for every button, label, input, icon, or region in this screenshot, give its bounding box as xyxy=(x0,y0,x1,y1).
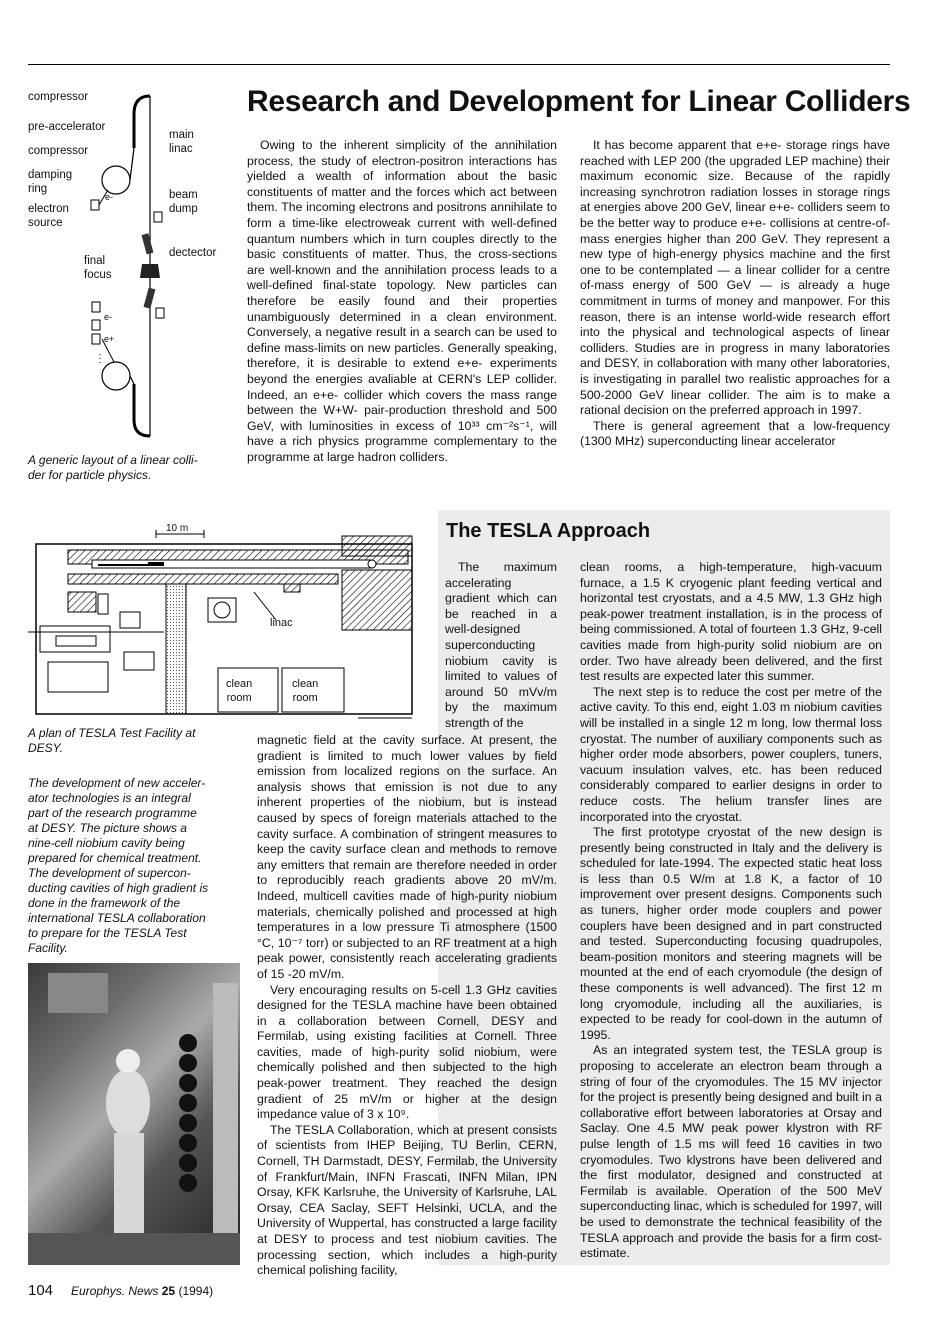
paragraph: The TESLA Collaboration, which at present consists of scientists from IHEP Beijing, TU Berlin, CERN, Cornell, TH Darmstadt, DESY, Fermilab, the University of Frankfurt/Main, INFN Frascati, INFN Milan, IPN Orsay, KFK Karlsruhe, the University of Karlsruhe, LAL Orsay, CEA Saclay, SEFT Helsinki, UCLA, and the University of Wuppertal, has constructed a large facility at DESY to process and test niobium cavities. The processing section, which includes a high-purity chemical polishing facility, xyxy=(257,1122,557,1278)
tesla-column-a xyxy=(257,733,557,1279)
label-preaccelerator: pre-accelerator xyxy=(28,121,106,133)
label-linac: linac xyxy=(270,617,293,629)
paragraph: Very encouraging results on 5-cell 1.3 GHz cavities designed for the TESLA machine have been obtained in a collaboration between Cornell, DESY and Fermilab, using existing facilities at Cornell. Three cavities, made of high-purity solid niobium, were chemically polished and then subjected to the high peak-power treatment. They reached the design gradient of 25 mV/m or higher at the design impedance value of 3 x 10⁹. xyxy=(257,982,557,1122)
journal-name: Europhys. News xyxy=(71,1284,159,1298)
paragraph: magnetic field at the cavity surface. At present, the gradient is limited to much lower values by field emission from localized regions on the surface. An analysis shows that emission is not due to any inherent properties of the niobium, but is instead caused by specs of foreign materials attached to the cavity surface. A combination of stringent measures to keep the cavity surface clean and methods to remove any emitters that remain are therefore needed in order to reproducibly reach gradients above 20 mV/m. Indeed, multicell cavities made of high-purity niobium materials, chemically polished and processed at high temperatures in a low pressure Ti atmosphere (1500 °C, 10⁻⁷ torr) or subjected to an RF treatment at a high peak power, consistently reach accelerating gradients of 15 -20 mV/m. xyxy=(257,733,557,981)
label-e-plus: e+ xyxy=(104,334,115,344)
label-electron-source: electron source xyxy=(28,203,69,229)
paragraph: Owing to the inherent simplicity of the annihilation process, the study of electron-positron interactions has yielded a wealth of information about the basic constituents of matter and the forces which act between them. The incoming electrons and positrons annihilate to form a time-like electroweak current with well-defined quantum numbers which in turn couples directly to the basic constituents of matter. Thus, the cross-sections are well-known and the annihilation process leads to a well-defined final-state topology. New particles can therefore be easily found and their properties unambiguously determined in a clean environment. Conversely, a negative result in a search can be used to define mass-limits on new particles. Generally speaking, therefore, it is desirable to extend e+e- experiments beyond the energies avaliable at CERN's LEP collider. Indeed, an e+e- collider which covers the mass range between the W+W- pair-production threshold and 500 GeV, with luminosities in excess of 10³³ cm⁻²s⁻¹, will have a rich physics programme complementary to the programme at large hadron colliders. xyxy=(247,138,557,464)
page-number: 104 xyxy=(28,1282,54,1299)
label-e-minus: e- xyxy=(104,312,113,322)
column-2 xyxy=(580,138,890,450)
tesla-plan-diagram xyxy=(28,522,438,722)
journal-volume: 25 xyxy=(161,1284,176,1298)
paragraph: As an integrated system test, the TESLA group is proposing to accelerate an electron beam through a string of four of the cryomodules. The 15 MV injector for the project is presently being designed and built in a collaborative effort between laboratories at Orsay and Saclay. One 4.5 MW peak power klystron with RF pulse length of 1.5 ms will feed 16 cavities in two cryomodules. Two klystrons have been delivered and the first modulator, designed and constructed at Fermilab is available. Operation of the 500 MeV superconducting linac, which is scheduled for 1997, will be used to demonstrate the technical feasibility of the TESLA approach and provide the basis for a firm cost-estimate. xyxy=(580,1043,882,1261)
header-rule xyxy=(28,64,890,65)
tesla-column-b xyxy=(580,560,882,1262)
tesla-plan-caption: A plan of TESLA Test Facility at DESY. xyxy=(28,726,196,755)
label-damping-ring: damping ring xyxy=(28,169,73,195)
photo-caption: The development of new acceler- ator technologies is an integral part of the research programme at DESY. The picture shows a nine-cell niobium cavity being prepared for chemical treatment. The development of supercon- ducting cavities of high gradient is done in the framework of the international TESLA collaboration to prepare for the TESLA Test Facility. xyxy=(28,776,209,955)
tesla-title: The TESLA Approach xyxy=(446,520,651,542)
paragraph: clean rooms, a high-temperature, high-vacuum furnace, a 1.5 K cryogenic plant feeding vertical and horizontal test cryostats, and a 4.5 MW, 1.3 GHz high peak-power treatment installation, is in the process of being commissioned. A total of fourteen 1.3 GHz, 9-cell cavities made from high-purity solid niobium are on order. Two have already been delivered, and the first test results are expected later this summer. xyxy=(580,560,882,684)
label-compressor-top: compressor xyxy=(28,91,89,103)
label-clean-room-1: clean room xyxy=(226,678,253,704)
linear-collider-drawing xyxy=(28,84,238,454)
column-1 xyxy=(247,138,557,465)
label-detector: dectector xyxy=(169,247,217,259)
cavity-photo xyxy=(28,963,240,1265)
paragraph: The first prototype cryostat of the new design is presently being constructed in Italy and the delivery is scheduled for late-1994. The expected static heat loss is less than 0.5 W/m at 1.8 K, a factor of 10 improvement over present designs. Components such as tuners, higher order mode couplers and power couplers have been designed and in part constructed and tested. Superconducting focusing quadrupoles, beam-position monitors and steering magnets will be mounted at the end of each cryomodule (the design of these components is well advanced). The first 12 m long cryomodule, including all the auxiliaries, is expected to be ready for cool-down in the autumn of 1995. xyxy=(580,825,882,1042)
label-final-focus: final focus xyxy=(84,255,112,281)
label-main-linac: main linac xyxy=(169,129,194,155)
tesla-lead xyxy=(445,560,557,732)
journal-year: (1994) xyxy=(178,1284,214,1298)
page-footer xyxy=(28,1282,213,1299)
photo-detail xyxy=(28,963,240,1265)
label-beam-dump: beam dump xyxy=(169,189,198,215)
label-e-minus-top: e- xyxy=(105,192,114,202)
linear-collider-diagram xyxy=(28,84,238,454)
scale-label: 10 m xyxy=(166,523,189,534)
paragraph: The maximum accelerating gradient which can be reached in a well-designed superconducting niobium cavity is limited to values of around 50 mVv/m by the maximum strength of the xyxy=(445,560,557,730)
paragraph: It has become apparent that e+e- storage rings have reached with LEP 200 (the upgraded LEP machine) their maximum economic size. Because of the rapidly increasing synchrotron radiation losses in storage rings at energies above 200 GeV, linear e+e- colliders seem to be the better way to produce e+e- collisions at centre-of-mass energies higher than 200 GeV. They represent a new type of high-energy physics machine and the first one to be contemplated — a linear collider for a centre of-mass energy of 500 GeV — is already a huge commitment in turms of money and manpower. For this reason, there is an intense world-wide research effort into the physical and technological aspects of linear colliders. Studies are in progress in many laboratories and DESY, in collaboration with many other laboratories, is investigating in parallel two realistic approaches for a 500-2000 GeV linear collider. The aim is to make a rational decision on the preferred approach in 1997. xyxy=(580,138,890,418)
paragraph: There is general agreement that a low-frequency (1300 MHz) superconducting linear accelerator xyxy=(580,418,890,449)
linear-collider-caption: A generic layout of a linear colli- der for particle physics. xyxy=(28,453,198,482)
label-compressor: compressor xyxy=(28,145,89,157)
article-headline: Research and Development for Linear Colliders xyxy=(247,85,911,118)
paragraph: The next step is to reduce the cost per metre of the active cavity. To this end, eight 1.03 m niobium cavities will be installed in a single 12 m long, low thermal loss cryostat. The number of auxiliary components such as higher order mode absorbers, power couplers, tuners, vacuum insulation valves, etc. has been reduced considerably compared to earlier designs in order to reduce costs. The helium transfer lines are incorporated into the cryostat. xyxy=(580,684,882,824)
label-clean-room-2: clean room xyxy=(292,678,319,704)
